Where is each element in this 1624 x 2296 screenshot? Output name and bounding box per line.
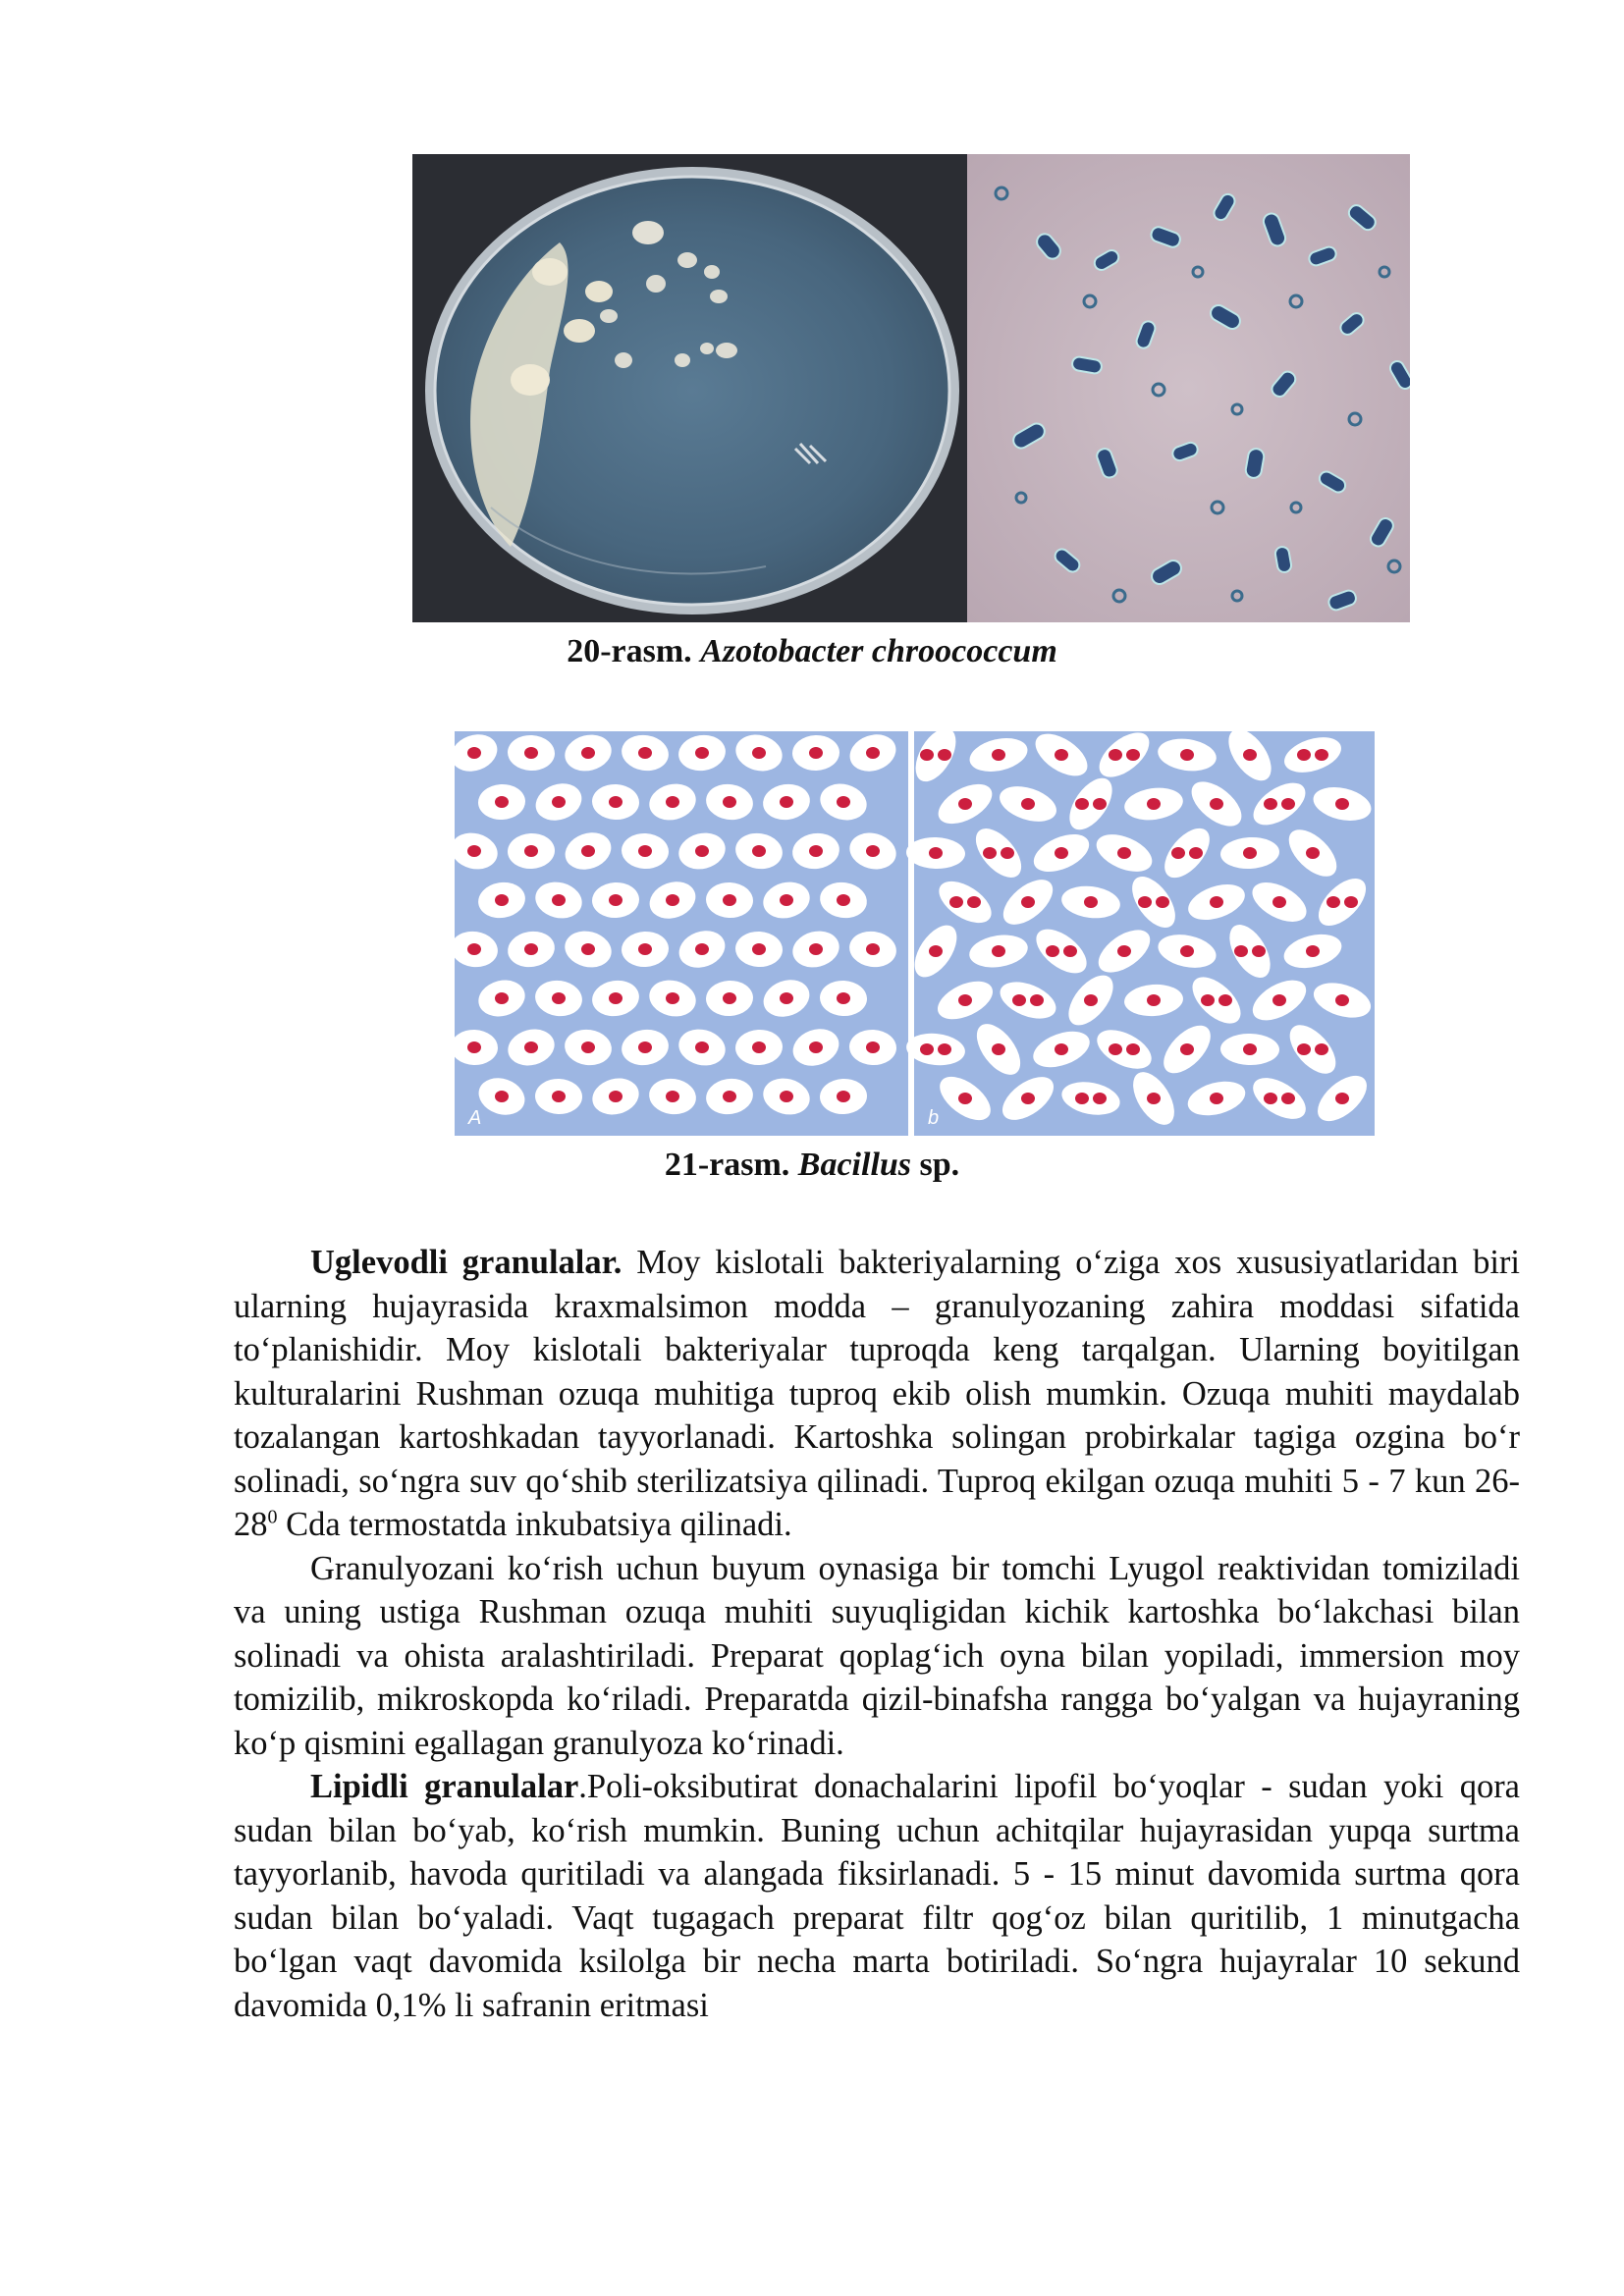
spore (638, 1041, 652, 1053)
spore (495, 1091, 509, 1102)
spore (1243, 847, 1257, 859)
spore (1252, 945, 1266, 957)
panel-a-letter: A (468, 1107, 482, 1129)
spore (1126, 1043, 1140, 1055)
spore (723, 1091, 736, 1102)
paragraph-text: .Poli-oksibutirat donachalarini lipofil bo‘yoqlar - sudan yoki qora sudan bilan bo‘yab, ko‘rish mumkin. Buning uchun achitqilar hujayrasidan yupqa surtma tayyorlanib, havoda quritiladi va alangada fiksirlanadi. 5 - 15 minut davomida surtma qora sudan bilan bo‘yaladi. Vaqt tugagach preparat filtr qog‘oz bilan quritilib, 1 minutgacha bo‘lgan vaqt davomida ksilolga bir necha marta botiriladi. So‘ngra hujayralar 10 sekund davomida 0,1% li safranin eritmasi (234, 1768, 1520, 2024)
spore (609, 992, 623, 1004)
spore (837, 894, 850, 906)
paragraph-text-tail: Cda termostatda inkubatsiya qilinadi. (277, 1506, 792, 1543)
spore (552, 992, 566, 1004)
spore (524, 1041, 538, 1053)
spore (695, 845, 709, 857)
petri-dish-photo (412, 154, 967, 622)
spore (1109, 749, 1122, 761)
spore (1306, 945, 1320, 957)
spore (1055, 749, 1068, 761)
spore (1093, 1093, 1107, 1104)
spore (1272, 896, 1286, 908)
spore (929, 847, 943, 859)
spore (1117, 945, 1131, 957)
spore (723, 894, 736, 906)
microscope-photo (967, 154, 1410, 622)
spore (1093, 798, 1107, 810)
spore (992, 945, 1005, 957)
spore (1281, 1093, 1295, 1104)
spore (467, 845, 481, 857)
spore (609, 796, 623, 808)
spore (1344, 896, 1358, 908)
spore (809, 747, 823, 759)
spore (920, 749, 934, 761)
spore (958, 1093, 972, 1104)
spore (1055, 1043, 1068, 1055)
spore (467, 1041, 481, 1053)
paragraph-text: Granulyozani ko‘rish uchun buyum oynasiga bir tomchi Lyugol reaktividan tomiziladi va uning ustiga Rushman ozuqa muhiti suyuqligidan kichik kartoshka bo‘lakchasi bilan solinadi va ohista aralashtiriladi. Preparat qoplag‘ich oyna bilan yopiladi, immersion moy tomizilib, mikroskopda ko‘riladi. Preparatda qizil-binafsha rangga bo‘yalgan va hujayraning ko‘p qismini egallagan granulyoza ko‘rinadi. (234, 1549, 1520, 1762)
spore (1021, 896, 1035, 908)
spore (1001, 847, 1014, 859)
spore (1264, 798, 1277, 810)
spore (1264, 1093, 1277, 1104)
spore (638, 943, 652, 955)
figure-21-number: 21-rasm. (664, 1147, 790, 1183)
spore (938, 749, 951, 761)
spore (695, 1041, 709, 1053)
spore (1210, 1093, 1223, 1104)
paragraph-granulose-observation (234, 1547, 1520, 1766)
paragraph-lipid-granules (234, 1765, 1520, 2027)
figure-20-caption (0, 632, 1624, 671)
spore (666, 894, 679, 906)
spore (780, 992, 793, 1004)
heading-carbohydrate-granules: Uglevodli granulalar. (310, 1244, 623, 1281)
spore (780, 796, 793, 808)
spore (467, 747, 481, 759)
spore (609, 1091, 623, 1102)
spore (723, 992, 736, 1004)
spore (1218, 994, 1232, 1006)
spore (695, 943, 709, 955)
spore (467, 943, 481, 955)
figure-21-image (455, 731, 1375, 1136)
spore (1297, 749, 1311, 761)
spore (1210, 798, 1223, 810)
spore (938, 1043, 951, 1055)
spore (524, 747, 538, 759)
spore (524, 845, 538, 857)
spore (1281, 798, 1295, 810)
spore (780, 1091, 793, 1102)
spore (983, 847, 997, 859)
spore (1315, 1043, 1328, 1055)
spore (1234, 945, 1248, 957)
spore (1180, 1043, 1194, 1055)
figure-20-species: Azotobacter chroococcum (700, 633, 1057, 669)
spore (866, 1041, 880, 1053)
spore (1138, 896, 1152, 908)
paragraph-text: Moy kislotali bakteriyalarning o‘ziga xos xususiyatlaridan biri ularning hujayrasida kraxmalsimon modda – granulyozaning zahira moddasi sifatida to‘planishidir. Moy kislotali bakteriyalar tuproqda keng tarqalgan. Ularning boyitilgan kulturalarini Rushman ozuqa muhitiga tuproq ekib olish mumkin. Ozuqa muhiti maydalab tozalangan kartoshkadan tayyorlanadi. Kartoshka solingan probirkalar tagiga ozgina bo‘r solinadi, so‘ngra suv qo‘shib sterilizatsiya qilinadi. Tuproq ekilgan ozuqa muhiti 5 - 7 kun 26-28 (234, 1244, 1520, 1543)
spore (1109, 1043, 1122, 1055)
spore (920, 1043, 934, 1055)
spore (837, 992, 850, 1004)
spore (666, 992, 679, 1004)
spore (866, 845, 880, 857)
spore (1326, 896, 1340, 908)
spore (581, 1041, 595, 1053)
spore (967, 896, 981, 908)
spore (752, 747, 766, 759)
spore (1021, 798, 1035, 810)
spore (1126, 749, 1140, 761)
body-text (234, 1241, 1520, 2027)
spore (723, 796, 736, 808)
superscript: 0 (267, 1506, 278, 1528)
spore (1117, 847, 1131, 859)
spore (1021, 1093, 1035, 1104)
spore (958, 994, 972, 1006)
figure-21-caption (0, 1146, 1624, 1185)
spore (495, 894, 509, 906)
figure-21-suffix: sp. (919, 1147, 960, 1183)
spore (1147, 798, 1161, 810)
spore (929, 945, 943, 957)
spore (552, 796, 566, 808)
spore (958, 798, 972, 810)
spore (495, 992, 509, 1004)
spore (1243, 749, 1257, 761)
spore (581, 845, 595, 857)
spore (1180, 749, 1194, 761)
spore (666, 796, 679, 808)
figure-20-number: 20-rasm. (567, 633, 692, 669)
spore (1315, 749, 1328, 761)
spore (581, 943, 595, 955)
spore (809, 943, 823, 955)
spore (992, 749, 1005, 761)
spore (1171, 847, 1185, 859)
spore (1306, 847, 1320, 859)
spore (1012, 994, 1026, 1006)
paragraph-carbohydrate-granules (234, 1241, 1520, 1547)
spore (1189, 847, 1203, 859)
spore (1084, 896, 1098, 908)
spore (1180, 945, 1194, 957)
spore (1075, 798, 1089, 810)
spore (992, 1043, 1005, 1055)
spore (866, 943, 880, 955)
spore (524, 943, 538, 955)
spore (495, 796, 509, 808)
spore (780, 894, 793, 906)
spore (1335, 994, 1349, 1006)
figure-20-image (412, 154, 1410, 622)
spore (1046, 945, 1059, 957)
spore (949, 896, 963, 908)
spore (638, 747, 652, 759)
spore (552, 894, 566, 906)
spore (552, 1091, 566, 1102)
spore (638, 845, 652, 857)
figure-21-genus: Bacillus (797, 1147, 912, 1183)
spore (1335, 1093, 1349, 1104)
spore (1243, 1043, 1257, 1055)
spore (666, 1091, 679, 1102)
spore (581, 747, 595, 759)
spore (837, 1091, 850, 1102)
figure-20-photos (412, 154, 1410, 622)
spore (866, 747, 880, 759)
spore (1335, 798, 1349, 810)
spore (1297, 1043, 1311, 1055)
spore (752, 943, 766, 955)
spore (1063, 945, 1077, 957)
spore (609, 894, 623, 906)
spore (1147, 994, 1161, 1006)
spore (752, 1041, 766, 1053)
panel-divider (908, 731, 914, 1136)
panel-b-letter: b (928, 1107, 940, 1129)
spore (1030, 994, 1044, 1006)
spore (1156, 896, 1169, 908)
spore (752, 845, 766, 857)
spore (1201, 994, 1215, 1006)
spore (1075, 1093, 1089, 1104)
spore (1084, 994, 1098, 1006)
spore (1210, 896, 1223, 908)
spore (809, 845, 823, 857)
spore (1272, 994, 1286, 1006)
spore (1147, 1093, 1161, 1104)
heading-lipid-granules: Lipidli granulalar (310, 1768, 579, 1805)
spore (695, 747, 709, 759)
spore (809, 1041, 823, 1053)
spore (1055, 847, 1068, 859)
figure-21-micrographs (455, 731, 1375, 1136)
spore (837, 796, 850, 808)
